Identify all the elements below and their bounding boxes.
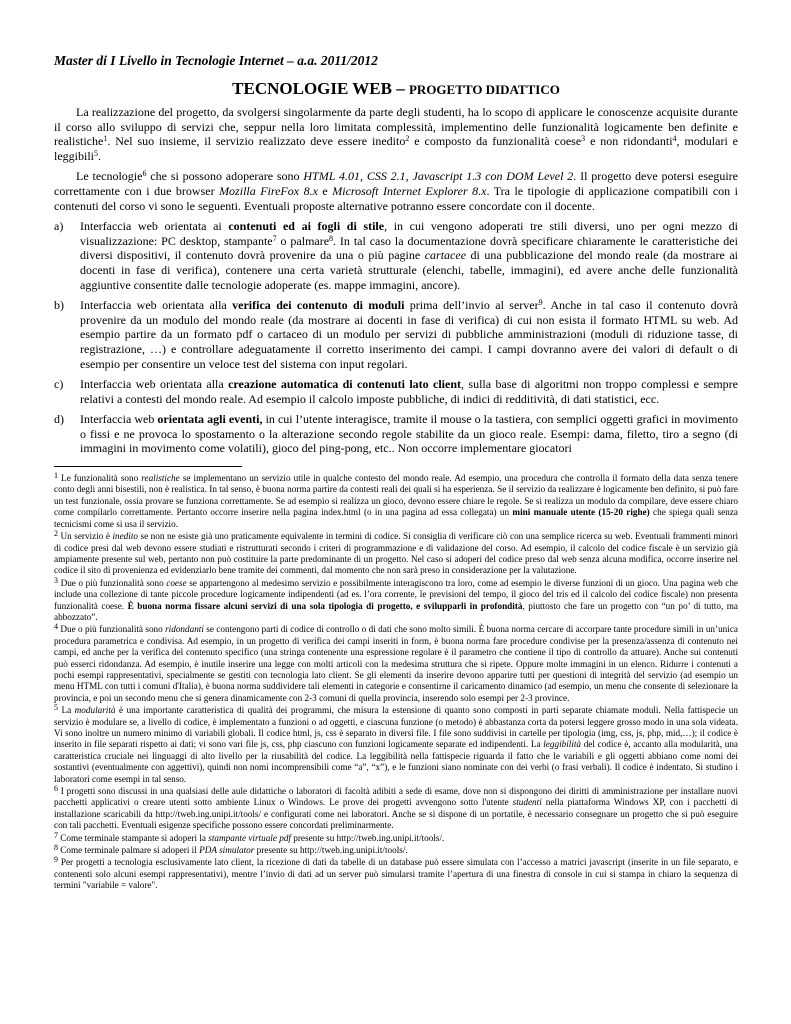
technologies-paragraph: [54, 169, 738, 213]
text: Due o più funzionalità sono: [58, 577, 167, 588]
text-italic: Mozilla FireFox 8.x: [219, 183, 318, 198]
text: Interfaccia web orientata ai: [80, 219, 229, 234]
text: . In tal caso la documentazione dovrà specificare chiaramente le caratteristiche dei diversi dispositivi, il contenuto dovrà provenire da una o più pagine: [80, 233, 738, 263]
list-item-a: [54, 219, 738, 292]
footnote-number: 4: [54, 622, 58, 632]
text: nella piattaforma Windows XP, con i pacchetti di installazione scaricabili da http://tweb.ing.unipi.it/tools/ e configurati come nei laboratori. Anche se si dispone di un portatile, è necessario consegnare un progetto che si può eseguire con tali pacchetti. Eventuali esigenze specifiche possono essere concordati preliminarmente.: [54, 797, 738, 831]
text: , modulari e leggibili: [54, 134, 739, 163]
text-italic: Microsoft Internet Explorer 8.x: [332, 183, 487, 198]
text: .: [98, 148, 101, 163]
text-italic: ridondanti: [165, 624, 204, 635]
footnote-8: [54, 845, 738, 856]
footnote-number: 6: [54, 784, 58, 794]
footnote-ref[interactable]: 2: [405, 134, 410, 144]
text: , sulla base di algoritmi non troppo complessi e sempre relativi a contesti del mondo reale. Ad esempio il calcolo imposte pubbliche, di indici di redditività, di dati statistici, ecc.: [80, 377, 739, 406]
document-title: [54, 79, 738, 100]
footnote-number: 2: [54, 529, 58, 539]
footnote-3: [54, 575, 738, 624]
text: se non ne esiste già uno praticamente equivalente in termini di codice. Si consiglia di verificare ciò con una semplice ricerca su web. Eventuali frammenti minori di codice presi dal web devono essere studiati e ristrutturati secondo i criteri di programmazione e di validazione del corso. Ad esempio, il calcolo del codice fiscale è un servizio già ampiamente presente sul web, pertanto non può costituire la parte predominante di un progetto. Nel caso si adoperi del codice preso dal web senza alcuna modifica, occorre inserire nel codice il sito di provenienza ed evidenziarlo bene tramite dei commenti, dal momento che non sarà preso in considerazione per la valutazione.: [54, 531, 739, 576]
footnote-6: [54, 786, 738, 832]
text: Due o più funzionalità sono: [58, 624, 166, 635]
text-italic: HTML 4.01, CSS 2.1, Javascript 1.3 con DOM Level 2: [303, 169, 574, 184]
text: del codice è, accanto alla modularità, una caratteristica cruciale nei linguaggi di alto livello per la riusabilità del codice. La leggibilità nella fattispecie riguarda il fatto che le variabili e gli oggetti abbiano come nomi dei sostantivi (eventualmente con aggettivi), quindi non nomi incomprensibili come “a”, “x”), e le funzioni siano nominate con dei verbi (o frasi verbali). Il codice è indentato. Si studino i laboratori come esempi in tal senso.: [54, 739, 739, 784]
text-italic: inedito: [112, 531, 138, 542]
list-label: c): [54, 377, 64, 392]
text-bold: creazione automatica di contenuti lato client: [228, 377, 462, 392]
text-italic: leggibilità: [543, 739, 582, 750]
footnote-ref[interactable]: 8: [329, 233, 334, 243]
footnote-2: [54, 531, 738, 577]
text-bold: orientata agli eventi,: [157, 412, 263, 427]
text-italic: PDA simulator: [199, 845, 255, 856]
text-bold: È buona norma fissare alcuni servizi di una sola tipologia di progetto, e svilupparli in profondità: [127, 600, 523, 611]
footnote-ref[interactable]: 9: [538, 298, 543, 308]
text-italic: coese: [166, 577, 187, 588]
text: . Il progetto deve potersi eseguire correttamente con i due browser: [54, 169, 738, 198]
footnote-ref[interactable]: 1: [103, 134, 108, 144]
text: che si possono adoperare sono: [146, 169, 304, 184]
text: presente su http://tweb.ing.unipi.it/tools/.: [254, 845, 408, 856]
course-header: Master di I Livello in Tecnologie Internet – a.a. 2011/2012: [54, 53, 378, 68]
text: Interfaccia web orientata alla: [80, 298, 233, 313]
text: e composto da funzionalità coese: [409, 134, 582, 149]
footnote-ref[interactable]: 3: [581, 134, 586, 144]
list-text: [80, 219, 738, 292]
footnote-number: 7: [54, 830, 58, 840]
footnote-ref[interactable]: 5: [94, 148, 98, 158]
footnote-number: 3: [54, 575, 58, 585]
intro-paragraph: [54, 105, 738, 163]
footnote-4: [54, 624, 738, 704]
footnote-number: 9: [54, 855, 58, 865]
text: presente su http://tweb.ing.unipi.it/tools/.: [290, 832, 445, 843]
footnote-ref[interactable]: 6: [142, 169, 147, 179]
title-sub: PROGETTO DIDATTICO: [408, 82, 560, 97]
footnote-7: [54, 830, 738, 844]
list-text: [80, 377, 738, 406]
footnote-separator: [54, 466, 242, 467]
text: La: [58, 705, 75, 716]
list-text: [80, 298, 738, 371]
text: di una pubblicazione del mondo reale (da mostrare ai docenti in fase di verifica), contenere una certa varietà strutturale (elenchi, tabelle, immagini), ed avere anche delle funzionalità aggiuntive consentite dalle tecnologie adoperate (es. mappe immagini, ancore).: [80, 248, 738, 292]
footnote-1: [54, 473, 738, 530]
footnote-number: 5: [54, 703, 58, 713]
text-bold: mini manuale utente (15-20 righe): [512, 507, 650, 518]
footnote-ref[interactable]: 7: [272, 233, 277, 243]
text: Le tecnologie: [76, 169, 143, 184]
text: è una importante caratteristica di qualità dei programmi, che misura la estensione di quanto sono composti in parti separate chiamate moduli. Nella fattispecie un servizio è modulare se, a livello di codice, è implementato a funzioni o ad oggetti, e ciascuna funzione (o metodo) è abbastanza corta da potersi leggere grosso modo in una sola videata. Vi sono inoltre un numero minimo di variabili globali. Il codice html, js, css è separato in diversi file. I file sono suddivisi in cartelle per tipologia (img, css, js, php, mid,…); il codice è inserito in file separati rispetto ai dati; vi sono vari file js, css, php ciascuno con funzioni logicamente separate ed indipendenti. La: [54, 705, 738, 750]
text: se contengono parti di codice di controllo o di dati che sono molto simili. È buona norma cercare di accorpare tante procedure simili in un’unica procedura parametrica e condivisa. Ad esempio, in un progetto di verifica dei campi inseriti in form, è buona norma fare procedure condivise per la presenza/assenza di contenuto nei campi, ed anche per la verifica del contenuto specifico (una stringa contenente una espressione regolare è il parametro che contiene il tipo di controllo da attuare). Anche sui contenuti può esserci ridondanza. Ad esempio, è inutile inserire una legge con molti articoli con la medesima struttura che si ripete. Oppure molte immagini in un elenco. Ridurre i contenuti a pochi esempi rappresentativi, specialmente se gestiti con tecnologia lato client. Se gli elementi da inserire devono apparire tutti per questioni di integrità del servizio (ad esempio un menu HTML con tutti i comuni d'Italia), è buona norma suddividere tali elementi in categorie e consentirne il caricamento dinamico (ad esempio, un menu che consente di selezionare la provincia, e poi un secondo menu che si genera dinamicamente con 2-3 comuni di quella provincia, inserendo solo esempi per 2-3 province.: [54, 624, 738, 703]
text: Le funzionalità sono: [58, 473, 142, 484]
text: , piuttosto che fare un progetto con “un po’ di tutto, ma abbozzato”.: [54, 600, 738, 622]
text: se appartengono al medesimo servizio e possibilmente interagiscono tra loro, come ad esempio le diverse funzioni di un gioco. Una pagina web che include una collezione di tante piccole procedure logicamente indipendenti (ad es. l’ora corrente, le previsioni del tempo, il gioco del tris ed il calcolo del codice fiscale) non presenta funzionalità coese.: [54, 577, 738, 611]
text: , in cui vengono adoperati tre stili diversi, uno per ogni mezzo di visualizzazione: PC desktop, stampante: [80, 219, 738, 248]
text: Per progetti a tecnologia esclusivamente lato client, la ricezione di dati da tabelle di un database può essere simulata con l’accesso a matrici javascript (inserite in un file separato, e contenenti solo alcuni esempi rappresentativi), mentre l’invio di dati ad un server può simularsi tramite l’apertura di una finestra di console in cui si stampa in chiaro la sequenza di termini "variabile = valore".: [54, 857, 738, 891]
text: Come terminale palmare si adoperi il: [58, 845, 200, 856]
text: Interfaccia web orientata alla: [80, 377, 229, 392]
text: . Tra le tipologie di applicazione compatibili con i contenuti del corso vi sono le seguenti. Eventuali proposte alternative potranno essere concordate con il docente.: [54, 183, 738, 213]
list-label: d): [54, 412, 64, 427]
text: Interfaccia web: [80, 412, 158, 427]
text: se implementano un servizio utile in qualche contesto del mondo reale. Ad esempio, una procedura che controlla il formato della data senza tenere conto degli anni bisestili, non è realistica. In tal senso, è buona norma partire da contesti reali dei quali si ha esperienza. Se il servizio da realizzare è logicamente ben definito, si può fare un test funzionale, ossia provare se funziona correttamente. Se ad esempio si realizza un gioco, devono essere chiare le regole. Se si realizza un modulo da compilare, deve essere chiaro come compilarlo correttamente. Pertanto occorre inserire nella pagina index.html (o in una pagina ad essa collegata) un: [54, 473, 738, 518]
text: e: [317, 183, 333, 198]
text: Come terminale stampante si adoperi la: [58, 832, 209, 843]
footnote-5: [54, 705, 738, 785]
text: I progetti sono discussi in una qualsiasi delle aule didattiche o laboratori di facoltà adibiti a sede di esame, dove non si dispongono dei diritti di amministrazione per installare nuovi pacchetti applicativi o creare utenti sotto ambiente Linux o Windows. Le prove dei progetti avvengono sotto l'utente: [54, 786, 738, 808]
text: che spiega quali senza tecnicismi come si usa il servizio.: [54, 507, 738, 529]
list-item-d: [54, 412, 738, 456]
footnote-number: 1: [54, 471, 58, 481]
list-item-b: [54, 298, 738, 371]
footnote-number: 8: [54, 843, 58, 853]
document-page: [54, 52, 738, 893]
text: in cui l’utente interagisce, tramite il mouse o la tastiera, con semplici oggetti grafici in movimento o fissi e ne provoca lo spostamento o la alterazione secondo regole stabilite da un gioco reale. Esempi: dama, filetto, tiro a segno (di immagini in movimento come volatili), gioco del ping-pong, etc.. Non occorre implementare giocatori: [80, 412, 739, 456]
title-main: TECNOLOGIE WEB –: [232, 79, 409, 98]
text: prima dell’invio al server: [404, 298, 539, 313]
list-label: b): [54, 298, 64, 313]
text: e non ridondanti: [585, 134, 673, 149]
footnote-ref[interactable]: 4: [672, 134, 677, 144]
text-italic: cartacee: [424, 248, 467, 263]
text-italic: studenti: [512, 797, 542, 808]
list-label: a): [54, 219, 64, 234]
text: Un servizio è: [58, 531, 113, 542]
text-bold: contenuti ed ai fogli di stile: [228, 219, 385, 234]
text: . Anche in tal caso il contenuto dovrà provenire da un modulo del mondo reale (da mostrare ai docenti in fase di verifica) di cui non esista il formato HTML su web. Ad esempio partire da un formato pdf o cartaceo di un modulo per servizi di pubbliche amministrazioni (moduli di riduzione tasse, di registrazione, …) e controllare adeguatamente il corretto inserimento dei campi. I campi dovranno avere dei valori di default o di esempio per consentire un veloce test del sistema con input regolari.: [80, 298, 738, 371]
text: o palmare: [276, 233, 330, 248]
text: . Nel suo insieme, il servizio realizzato deve essere inedito: [107, 134, 406, 149]
text: La realizzazione del progetto, da svolgersi singolarmente da parte degli studenti, ha lo scopo di applicare le conoscenze acquisite durante il corso allo sviluppo di servizi che, seppur nella loro limitata complessità, implementino delle funzionalità logicamente ben definite e realistiche: [54, 105, 738, 149]
text-italic: stampante virtuale pdf: [208, 832, 291, 843]
footnote-9: [54, 857, 738, 891]
text-bold: verifica dei contenuto di moduli: [232, 298, 405, 313]
text-italic: realistiche: [141, 473, 180, 484]
list-item-c: [54, 377, 738, 406]
list-text: [80, 412, 738, 456]
text-italic: modularità: [74, 705, 116, 716]
